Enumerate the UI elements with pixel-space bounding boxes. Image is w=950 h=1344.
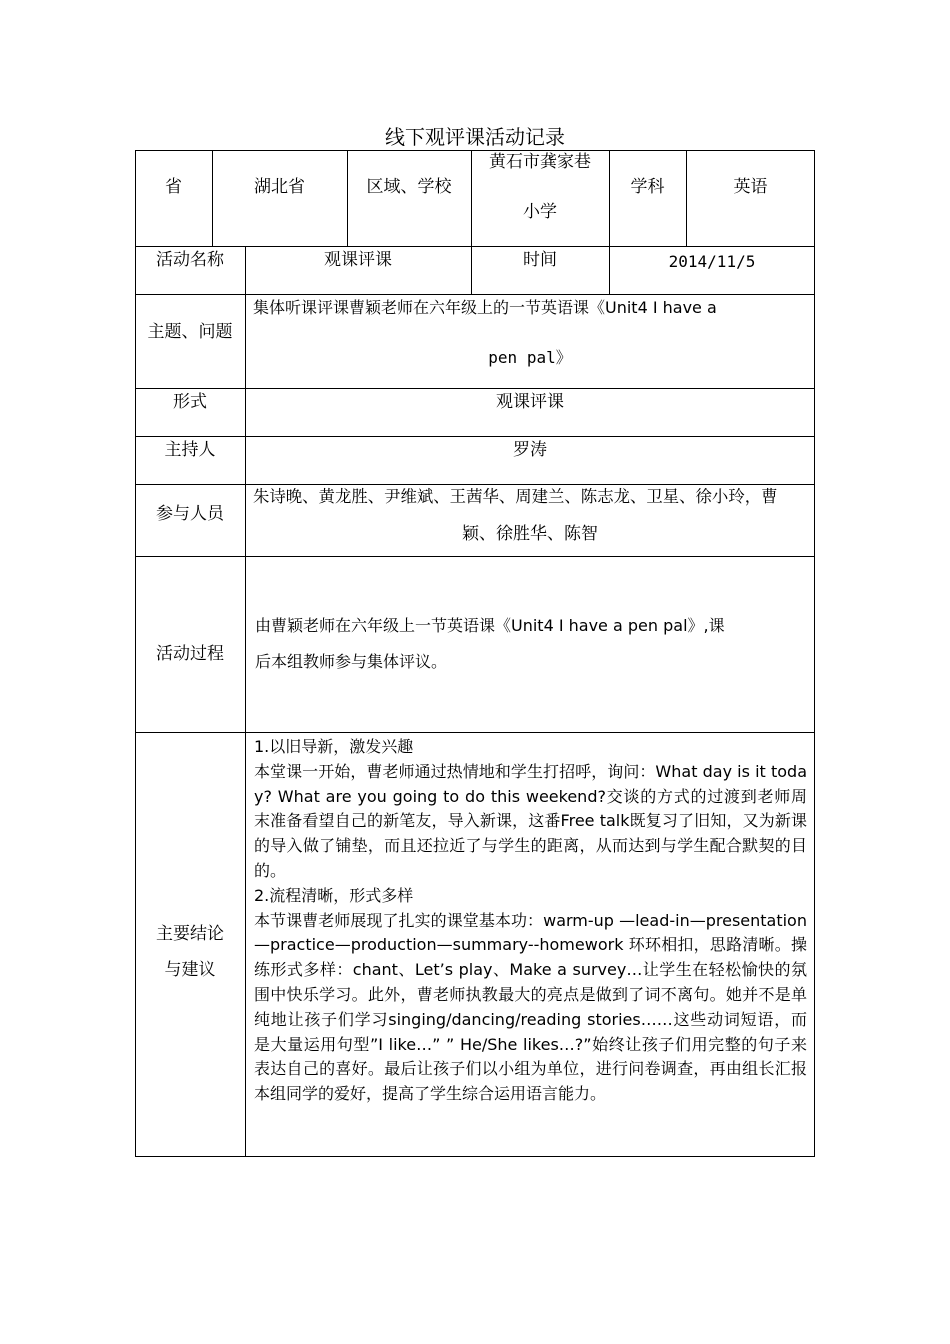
topic-label: 主题、问题 [147, 322, 233, 342]
subject-value: 英语 [733, 177, 768, 197]
process-value [255, 608, 807, 680]
conclusion-heading-2: 2.流程清晰，形式多样 [254, 885, 414, 905]
form-label: 形式 [173, 392, 207, 412]
document-title: 线下观评课活动记录 [385, 125, 565, 149]
process-line-1: 由曹颖老师在六年级上一节英语课《Unit4 I have a pen pal》,课 [255, 616, 725, 635]
region-school-label: 区域、学校 [366, 177, 452, 197]
participants-line-2: 颖、徐胜华、陈智 [462, 524, 598, 544]
form-value: 观课评课 [496, 392, 564, 412]
host-label: 主持人 [164, 440, 216, 460]
conclusion-paragraph-2: 本节课曹老师展现了扎实的课堂基本功：warm-up —lead-in—presentation —practice—production—summary--homework 环环相扣，思路清晰。操练形式多样：chant、Let’s play、Make a survey…让学生在轻松愉快的氛围中快乐学习。此外，曹老师执教最大的亮点是做到了词不离句。她并不是单纯地让孩子们学习singing/dancing/reading stories……这些动词短语，而是大量运用句型”I like…” ” He/She likes…?”始终让孩子们用完整的句子来表达自己的喜好。最后让孩子们以小组为单位，进行问卷调查，再由组长汇报本组同学的爱好，提高了学生综合运用语言能力。 [254, 910, 807, 1104]
conclusion-paragraph-1: 本堂课一开始，曹老师通过热情地和学生打招呼，询问：What day is it today? What are you going to do this weekend?交谈的方式的过渡到老师周末准备看望自己的新笔友，导入新课，这番Free talk既复习了旧知，又为新课的导入做了铺垫，而且还拉近了与学生的距离，从而达到与学生配合默契的目的。 [254, 761, 807, 880]
activity-name-label: 活动名称 [156, 250, 224, 270]
process-line-2: 后本组教师参与集体评议。 [255, 652, 448, 671]
province-label: 省 [165, 177, 182, 197]
conclusion-label: 主要结论 与建议 [156, 924, 224, 980]
topic-line-1: 集体听课评课曹颖老师在六年级上的一节英语课《Unit4 I have a [253, 298, 717, 317]
school-value [471, 150, 609, 246]
topic-line-2: pen pal》 [488, 348, 572, 367]
province-value: 湖北省 [254, 177, 305, 197]
participants-value [245, 484, 815, 556]
participants-line-1: 朱诗晚、黄龙胜、尹维斌、王茜华、周建兰、陈志龙、卫星、徐小玲，曹 [253, 487, 778, 506]
conclusion-heading-1: 1.以旧导新，激发兴趣 [254, 737, 414, 756]
activity-name-value: 观课评课 [324, 250, 392, 270]
process-label: 活动过程 [156, 644, 224, 664]
time-label: 时间 [523, 250, 557, 270]
host-value: 罗涛 [513, 440, 547, 460]
participants-label: 参与人员 [156, 504, 224, 524]
time-value: 2014/11/5 [668, 252, 756, 271]
school-line-1: 黄石市龚家巷 [489, 152, 591, 172]
subject-label: 学科 [630, 177, 665, 197]
topic-value [245, 294, 815, 388]
conclusion-body [254, 735, 807, 1107]
school-line-2: 小学 [523, 202, 557, 222]
